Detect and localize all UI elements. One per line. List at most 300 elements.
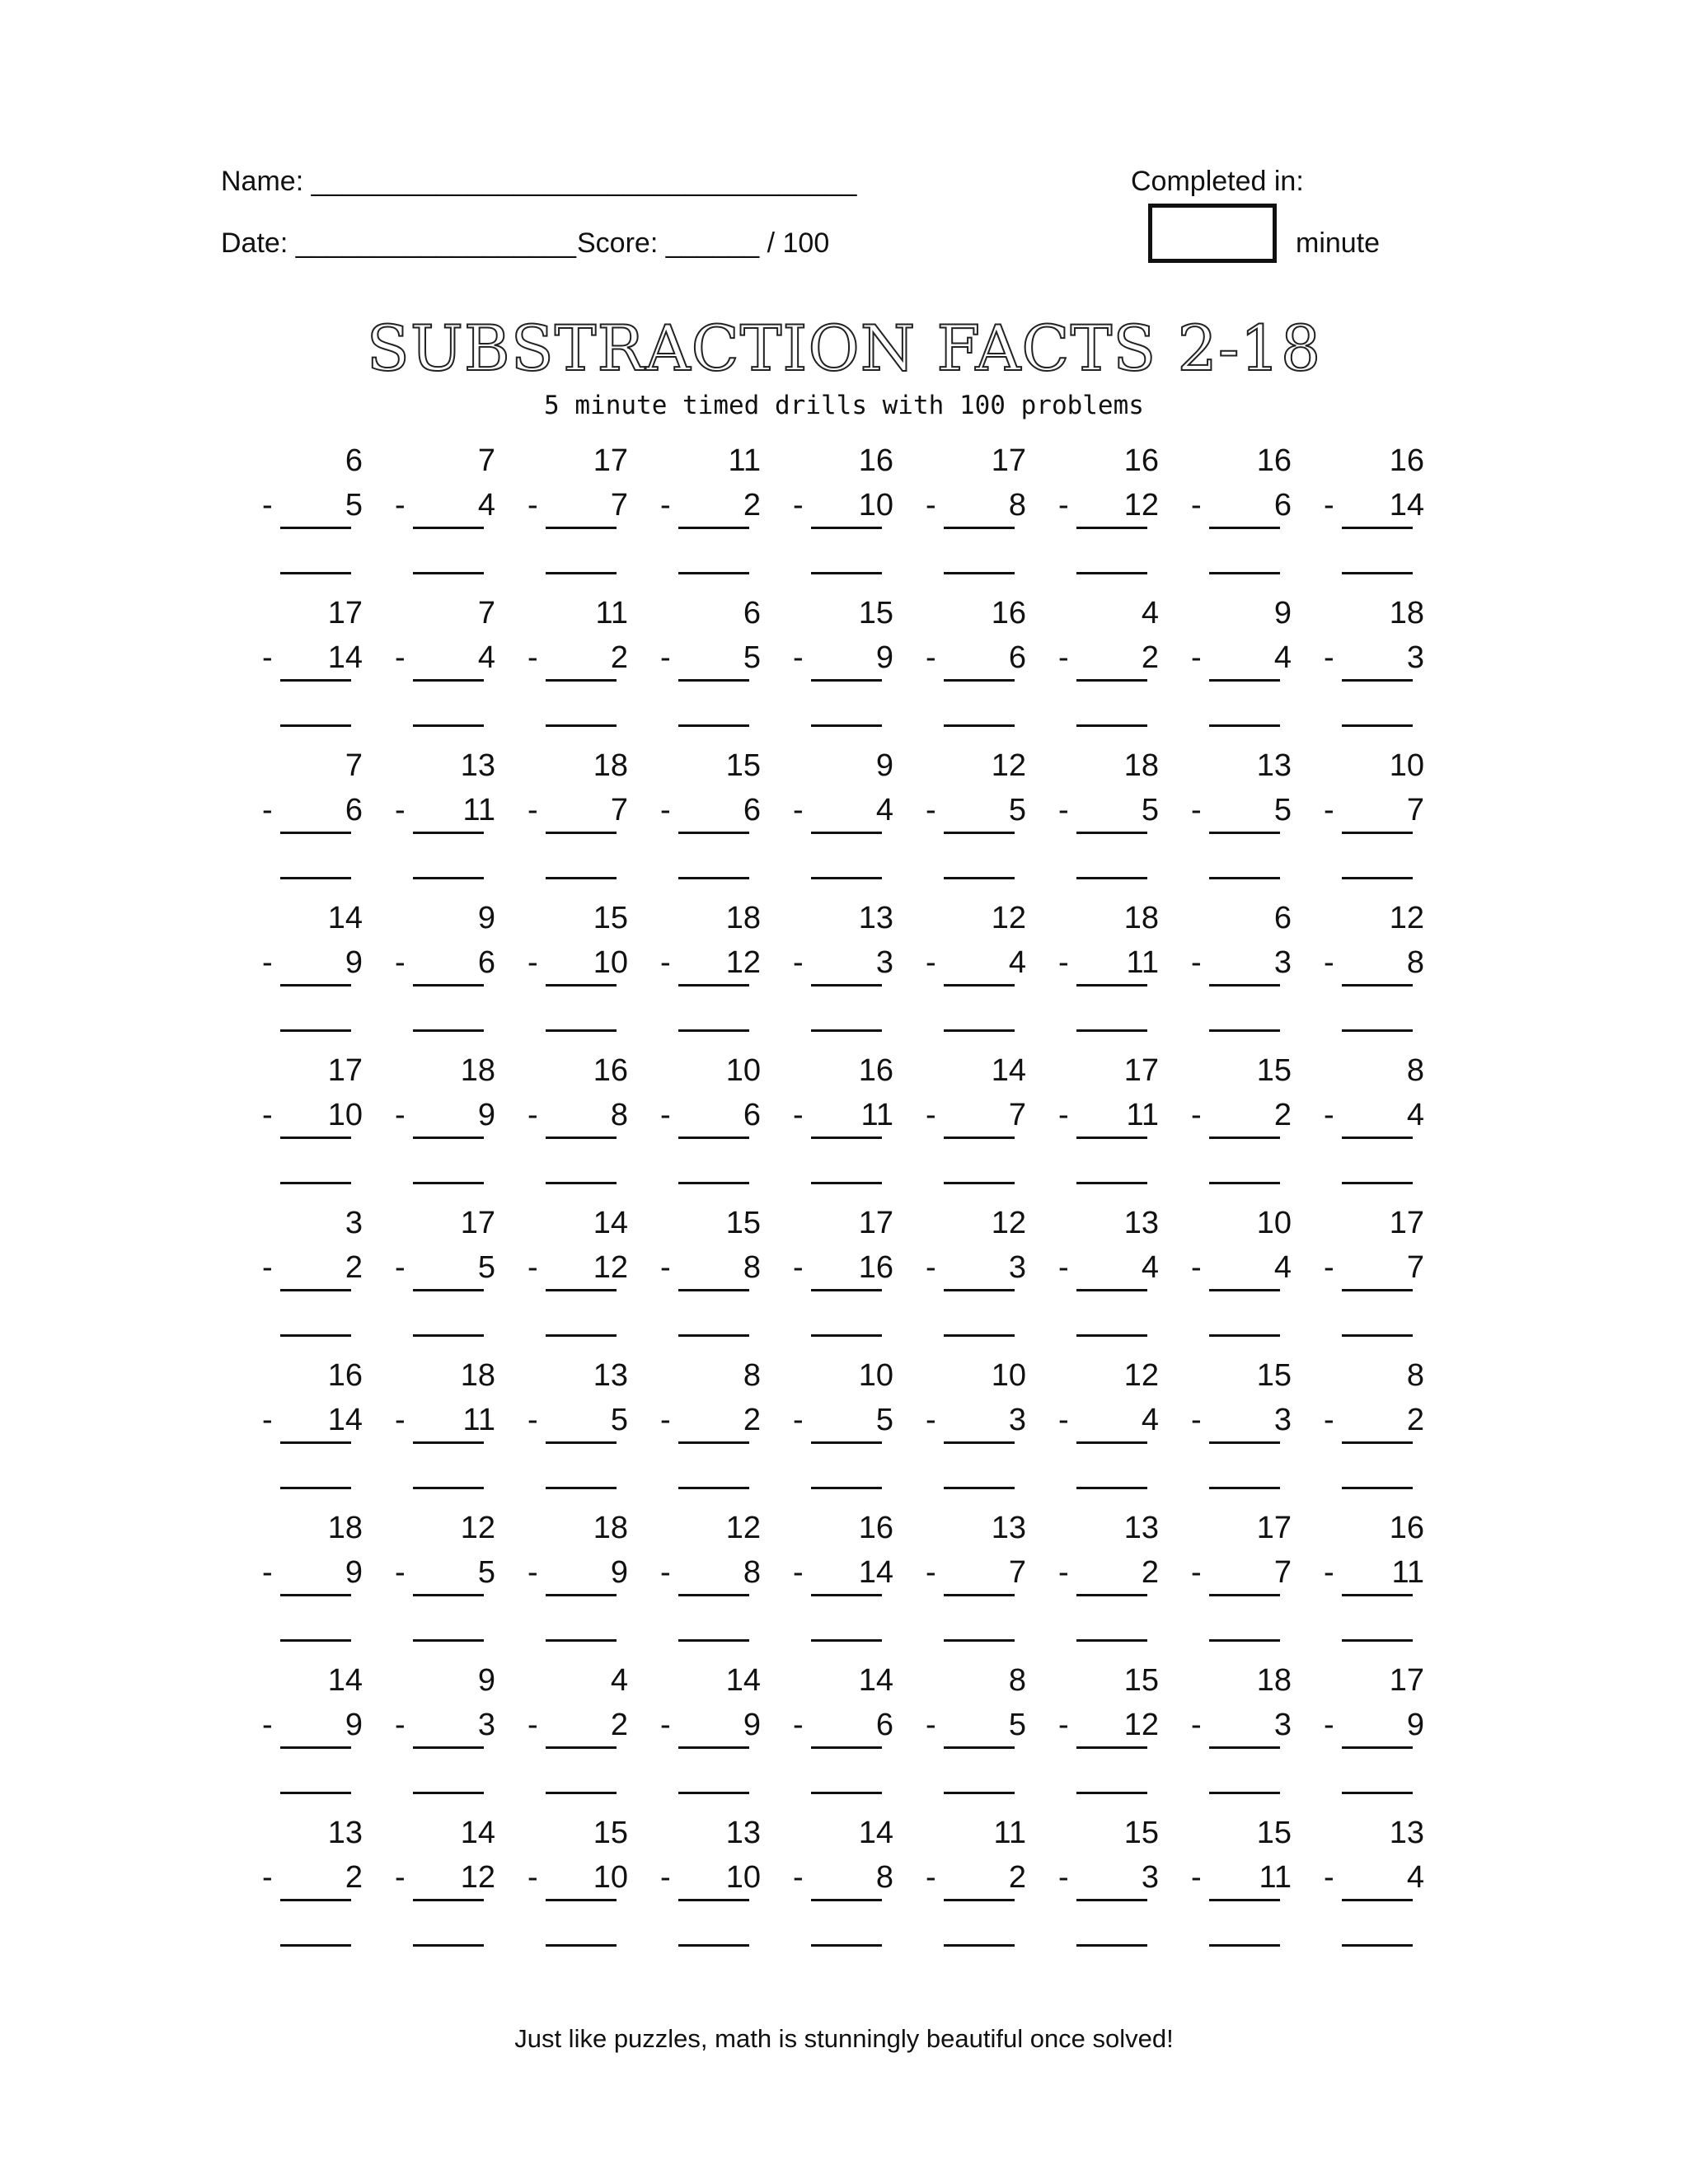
answer-blank[interactable]	[1342, 1182, 1413, 1184]
minuend: 14	[593, 1206, 628, 1240]
subtraction-problem	[1058, 1661, 1165, 1793]
answer-blank[interactable]	[1076, 724, 1147, 727]
subtraction-problem	[1058, 1509, 1165, 1641]
date-field[interactable]: Date: __________________	[221, 227, 577, 259]
problem-rule	[546, 679, 617, 682]
answer-blank[interactable]	[1342, 1029, 1413, 1032]
answer-blank[interactable]	[413, 1334, 484, 1337]
answer-blank[interactable]	[280, 877, 351, 879]
answer-blank[interactable]	[944, 1487, 1015, 1489]
answer-blank[interactable]	[1076, 1792, 1147, 1794]
answer-blank[interactable]	[546, 1792, 617, 1794]
problem-rule	[546, 1289, 617, 1291]
problem-rule	[546, 527, 617, 529]
answer-blank[interactable]	[1342, 572, 1413, 574]
minus-sign: -	[1058, 1403, 1069, 1437]
problem-rule	[1076, 527, 1147, 529]
subtrahend: 10	[858, 488, 893, 523]
completion-time-box[interactable]	[1148, 204, 1277, 263]
minuend: 15	[593, 1816, 628, 1850]
minus-sign: -	[1058, 640, 1069, 675]
problem-rule	[546, 1746, 617, 1749]
minus-sign: -	[1324, 1250, 1334, 1285]
answer-blank[interactable]	[546, 1639, 617, 1642]
score-field[interactable]: Score: ______ / 100	[577, 227, 830, 259]
subtraction-problem	[793, 1357, 900, 1488]
minus-sign: -	[262, 1098, 273, 1132]
minus-sign: -	[1191, 793, 1202, 827]
subtraction-problem	[262, 594, 369, 726]
answer-blank[interactable]	[413, 1029, 484, 1032]
problem-rule	[413, 1746, 484, 1749]
minuend: 17	[593, 443, 628, 478]
problem-rule	[1209, 679, 1280, 682]
subtrahend: 2	[1141, 1555, 1159, 1590]
answer-blank[interactable]	[1209, 1487, 1280, 1489]
subtraction-problem	[395, 1509, 502, 1641]
minuend: 6	[345, 443, 363, 478]
subtraction-problem	[262, 1052, 369, 1183]
minus-sign: -	[1058, 488, 1069, 523]
minus-sign: -	[262, 1860, 273, 1895]
subtraction-problem	[1058, 1204, 1165, 1336]
answer-blank[interactable]	[1342, 877, 1413, 879]
minus-sign: -	[660, 1403, 671, 1437]
minus-sign: -	[793, 1403, 804, 1437]
answer-blank[interactable]	[1342, 1639, 1413, 1642]
minus-sign: -	[1324, 793, 1334, 827]
subtrahend: 12	[1123, 1708, 1159, 1742]
problem-rule	[678, 1899, 749, 1901]
subtraction-problem	[660, 1204, 767, 1336]
answer-blank[interactable]	[1076, 1334, 1147, 1337]
subtraction-problem	[793, 1052, 900, 1183]
subtrahend: 2	[345, 1860, 363, 1895]
subtrahend: 9	[345, 1708, 363, 1742]
minuend: 17	[1389, 1663, 1424, 1698]
subtraction-problem	[1324, 1661, 1431, 1793]
subtrahend: 7	[1406, 1250, 1424, 1285]
answer-blank[interactable]	[546, 1944, 617, 1947]
answer-blank[interactable]	[280, 1029, 351, 1032]
answer-blank[interactable]	[1342, 1487, 1413, 1489]
problem-rule	[811, 1746, 882, 1749]
subtraction-problem	[1058, 899, 1165, 1031]
problem-rule	[1209, 984, 1280, 987]
minus-sign: -	[1191, 945, 1202, 980]
answer-blank[interactable]	[280, 1182, 351, 1184]
subtrahend: 10	[327, 1098, 363, 1132]
subtrahend: 2	[1141, 640, 1159, 675]
answer-blank[interactable]	[678, 1792, 749, 1794]
answer-blank[interactable]	[811, 877, 882, 879]
problem-rule	[678, 1289, 749, 1291]
minuend: 18	[593, 1511, 628, 1545]
answer-blank[interactable]	[1209, 1639, 1280, 1642]
subtrahend: 7	[1406, 793, 1424, 827]
answer-blank[interactable]	[678, 572, 749, 574]
minuend: 17	[1256, 1511, 1292, 1545]
minus-sign: -	[793, 1555, 804, 1590]
subtrahend: 9	[477, 1098, 495, 1132]
answer-blank[interactable]	[811, 572, 882, 574]
subtraction-problem	[1191, 1814, 1298, 1946]
minuend: 12	[460, 1511, 495, 1545]
subtraction-problem	[528, 899, 635, 1031]
subtraction-problem	[262, 1814, 369, 1946]
answer-blank[interactable]	[546, 1487, 617, 1489]
answer-blank[interactable]	[413, 1487, 484, 1489]
minuend: 18	[725, 901, 761, 935]
answer-blank[interactable]	[678, 1029, 749, 1032]
subtrahend: 11	[462, 793, 495, 827]
answer-blank[interactable]	[1342, 1334, 1413, 1337]
minuend: 17	[858, 1206, 893, 1240]
worksheet-subtitle: 5 minute timed drills with 100 problems	[544, 391, 1144, 420]
subtrahend: 11	[1126, 945, 1159, 980]
minus-sign: -	[528, 488, 538, 523]
problem-rule	[1209, 1899, 1280, 1901]
minus-sign: -	[528, 640, 538, 675]
name-field[interactable]: Name: ___________________________________	[221, 166, 857, 197]
minus-sign: -	[926, 793, 936, 827]
minuend: 18	[1123, 748, 1159, 783]
answer-blank[interactable]	[280, 1334, 351, 1337]
minuend: 17	[1389, 1206, 1424, 1240]
minuend: 15	[1256, 1358, 1292, 1393]
subtraction-problem	[926, 1357, 1033, 1488]
subtraction-problem	[660, 442, 767, 574]
minus-sign: -	[1191, 1250, 1202, 1285]
subtraction-problem	[1191, 1509, 1298, 1641]
answer-blank[interactable]	[1209, 724, 1280, 727]
subtraction-problem	[395, 1661, 502, 1793]
minus-sign: -	[926, 1098, 936, 1132]
subtrahend: 12	[593, 1250, 628, 1285]
subtrahend: 8	[1406, 945, 1424, 980]
minus-sign: -	[1191, 1098, 1202, 1132]
problem-rule	[1076, 1289, 1147, 1291]
minuend: 15	[1256, 1816, 1292, 1850]
minuend: 14	[725, 1663, 761, 1698]
subtrahend: 4	[1406, 1098, 1424, 1132]
answer-blank[interactable]	[1209, 1334, 1280, 1337]
problem-rule	[413, 1289, 484, 1291]
subtraction-problem	[262, 747, 369, 879]
problem-rule	[811, 1137, 882, 1139]
minuend: 10	[1256, 1206, 1292, 1240]
minus-sign: -	[926, 945, 936, 980]
minuend: 13	[1256, 748, 1292, 783]
problem-rule	[811, 679, 882, 682]
problem-rule	[413, 832, 484, 834]
minus-sign: -	[262, 640, 273, 675]
minuend: 15	[593, 901, 628, 935]
answer-blank[interactable]	[944, 724, 1015, 727]
subtrahend: 7	[610, 793, 628, 827]
answer-blank[interactable]	[546, 572, 617, 574]
subtrahend: 4	[477, 488, 495, 523]
minus-sign: -	[793, 640, 804, 675]
answer-blank[interactable]	[1209, 877, 1280, 879]
answer-blank[interactable]	[1209, 1944, 1280, 1947]
minuend: 13	[858, 901, 893, 935]
problem-rule	[546, 1137, 617, 1139]
subtrahend: 4	[1273, 1250, 1292, 1285]
subtrahend: 7	[1273, 1555, 1292, 1590]
subtrahend: 3	[477, 1708, 495, 1742]
answer-blank[interactable]	[413, 572, 484, 574]
subtraction-problem	[793, 1204, 900, 1336]
answer-blank[interactable]	[678, 877, 749, 879]
minuend: 11	[595, 596, 628, 630]
minuend: 17	[327, 1053, 363, 1088]
answer-blank[interactable]	[1076, 1639, 1147, 1642]
subtrahend: 5	[1008, 1708, 1026, 1742]
completed-label: Completed in:	[1131, 166, 1304, 197]
problem-rule	[1342, 1289, 1413, 1291]
minus-sign: -	[528, 793, 538, 827]
answer-blank[interactable]	[944, 1182, 1015, 1184]
answer-blank[interactable]	[1076, 1029, 1147, 1032]
problem-rule	[280, 984, 351, 987]
minuend: 17	[460, 1206, 495, 1240]
minuend: 14	[991, 1053, 1026, 1088]
answer-blank[interactable]	[1342, 1944, 1413, 1947]
subtraction-problem	[660, 1814, 767, 1946]
answer-blank[interactable]	[280, 724, 351, 727]
subtrahend: 2	[1406, 1403, 1424, 1437]
subtraction-problem	[528, 442, 635, 574]
problem-rule	[546, 984, 617, 987]
minuend: 13	[725, 1816, 761, 1850]
answer-blank[interactable]	[546, 1182, 617, 1184]
subtraction-problem	[793, 1661, 900, 1793]
subtrahend: 6	[345, 793, 363, 827]
problem-rule	[678, 984, 749, 987]
minus-sign: -	[660, 1098, 671, 1132]
subtraction-problem	[1058, 1052, 1165, 1183]
problem-rule	[1076, 1441, 1147, 1444]
subtraction-problem	[395, 747, 502, 879]
problem-rule	[1076, 1594, 1147, 1596]
subtraction-problem	[1191, 1357, 1298, 1488]
answer-blank[interactable]	[811, 1487, 882, 1489]
subtrahend: 5	[345, 488, 363, 523]
minus-sign: -	[1058, 1250, 1069, 1285]
problem-rule	[413, 984, 484, 987]
answer-blank[interactable]	[413, 1182, 484, 1184]
answer-blank[interactable]	[1209, 1182, 1280, 1184]
minus-sign: -	[926, 1403, 936, 1437]
problem-rule	[944, 984, 1015, 987]
subtraction-problem	[793, 442, 900, 574]
answer-blank[interactable]	[811, 1334, 882, 1337]
problem-rule	[280, 1441, 351, 1444]
worksheet-title: SUBSTRACTION FACTS 2-18	[366, 312, 1322, 385]
subtrahend: 3	[1273, 1403, 1292, 1437]
problem-rule	[944, 679, 1015, 682]
problem-rule	[1209, 1594, 1280, 1596]
subtrahend: 2	[1008, 1860, 1026, 1895]
minus-sign: -	[660, 640, 671, 675]
problem-rule	[944, 832, 1015, 834]
answer-blank[interactable]	[944, 572, 1015, 574]
answer-blank[interactable]	[546, 1029, 617, 1032]
minute-label: minute	[1296, 227, 1381, 259]
minus-sign: -	[1058, 945, 1069, 980]
minus-sign: -	[660, 1860, 671, 1895]
subtrahend: 9	[1406, 1708, 1424, 1742]
answer-blank[interactable]	[678, 1944, 749, 1947]
minus-sign: -	[793, 1860, 804, 1895]
answer-blank[interactable]	[280, 572, 351, 574]
answer-blank[interactable]	[944, 1029, 1015, 1032]
subtraction-problem	[1058, 1814, 1165, 1946]
problem-rule	[811, 1594, 882, 1596]
answer-blank[interactable]	[811, 1182, 882, 1184]
answer-blank[interactable]	[678, 724, 749, 727]
subtrahend: 14	[327, 1403, 363, 1437]
subtraction-problem	[660, 1052, 767, 1183]
answer-blank[interactable]	[811, 1639, 882, 1642]
minus-sign: -	[395, 1250, 406, 1285]
subtraction-problem	[262, 1661, 369, 1793]
problem-rule	[413, 1594, 484, 1596]
answer-blank[interactable]	[678, 1334, 749, 1337]
subtrahend: 8	[875, 1860, 893, 1895]
subtrahend: 14	[327, 640, 363, 675]
subtraction-problem	[528, 1052, 635, 1183]
answer-blank[interactable]	[1209, 1029, 1280, 1032]
answer-blank[interactable]	[1076, 572, 1147, 574]
minuend: 14	[327, 901, 363, 935]
problem-rule	[280, 1289, 351, 1291]
minuend: 16	[858, 1053, 893, 1088]
answer-blank[interactable]	[1076, 877, 1147, 879]
subtraction-problem	[1191, 1204, 1298, 1336]
answer-blank[interactable]	[1342, 724, 1413, 727]
subtraction-problem	[262, 442, 369, 574]
subtraction-problem	[262, 1509, 369, 1641]
problem-rule	[1209, 832, 1280, 834]
answer-blank[interactable]	[678, 1487, 749, 1489]
minus-sign: -	[926, 1708, 936, 1742]
subtrahend: 6	[1273, 488, 1292, 523]
answer-blank[interactable]	[678, 1639, 749, 1642]
answer-blank[interactable]	[1209, 572, 1280, 574]
answer-blank[interactable]	[944, 1334, 1015, 1337]
minuend: 7	[477, 443, 495, 478]
minus-sign: -	[1324, 1403, 1334, 1437]
answer-blank[interactable]	[413, 724, 484, 727]
minuend: 10	[725, 1053, 761, 1088]
answer-blank[interactable]	[944, 877, 1015, 879]
answer-blank[interactable]	[413, 877, 484, 879]
answer-blank[interactable]	[1076, 1182, 1147, 1184]
subtrahend: 11	[860, 1098, 893, 1132]
answer-blank[interactable]	[811, 1029, 882, 1032]
answer-blank[interactable]	[811, 1792, 882, 1794]
subtraction-problem	[395, 1357, 502, 1488]
minuend: 16	[858, 1511, 893, 1545]
minus-sign: -	[793, 793, 804, 827]
answer-blank[interactable]	[944, 1639, 1015, 1642]
answer-blank[interactable]	[944, 1944, 1015, 1947]
answer-blank[interactable]	[811, 724, 882, 727]
subtraction-problem	[395, 1204, 502, 1336]
minuend: 12	[991, 748, 1026, 783]
minus-sign: -	[262, 1250, 273, 1285]
answer-blank[interactable]	[413, 1944, 484, 1947]
minuend: 12	[991, 1206, 1026, 1240]
answer-blank[interactable]	[944, 1792, 1015, 1794]
answer-blank[interactable]	[413, 1792, 484, 1794]
subtrahend: 5	[743, 640, 761, 675]
subtrahend: 5	[477, 1555, 495, 1590]
minuend: 12	[725, 1511, 761, 1545]
minuend: 8	[1406, 1053, 1424, 1088]
minus-sign: -	[660, 488, 671, 523]
problem-rule	[678, 527, 749, 529]
problem-rule	[546, 1441, 617, 1444]
answer-blank[interactable]	[1076, 1487, 1147, 1489]
problem-rule	[944, 1746, 1015, 1749]
subtraction-problem	[1324, 442, 1431, 574]
answer-blank[interactable]	[1209, 1792, 1280, 1794]
minuend: 11	[993, 1816, 1026, 1850]
minus-sign: -	[926, 640, 936, 675]
answer-blank[interactable]	[280, 1487, 351, 1489]
subtrahend: 2	[743, 1403, 761, 1437]
problem-rule	[280, 1746, 351, 1749]
answer-blank[interactable]	[678, 1182, 749, 1184]
problem-rule	[1076, 679, 1147, 682]
subtraction-problem	[395, 1814, 502, 1946]
answer-blank[interactable]	[546, 877, 617, 879]
answer-blank[interactable]	[546, 1334, 617, 1337]
subtraction-problem	[1058, 442, 1165, 574]
minus-sign: -	[926, 488, 936, 523]
answer-blank[interactable]	[1076, 1944, 1147, 1947]
problem-rule	[413, 679, 484, 682]
subtraction-problem	[528, 747, 635, 879]
answer-blank[interactable]	[280, 1944, 351, 1947]
minuend: 10	[858, 1358, 893, 1393]
minuend: 13	[991, 1511, 1026, 1545]
minuend: 15	[725, 748, 761, 783]
subtraction-problem	[926, 899, 1033, 1031]
answer-blank[interactable]	[546, 724, 617, 727]
problem-rule	[1076, 1746, 1147, 1749]
minus-sign: -	[395, 640, 406, 675]
answer-blank[interactable]	[1342, 1792, 1413, 1794]
problem-rule	[413, 1137, 484, 1139]
answer-blank[interactable]	[280, 1792, 351, 1794]
answer-blank[interactable]	[280, 1639, 351, 1642]
problem-rule	[944, 527, 1015, 529]
answer-blank[interactable]	[413, 1639, 484, 1642]
minus-sign: -	[395, 1403, 406, 1437]
answer-blank[interactable]	[811, 1944, 882, 1947]
minus-sign: -	[660, 1555, 671, 1590]
subtraction-problem	[793, 747, 900, 879]
subtraction-problem	[395, 899, 502, 1031]
subtraction-problem	[1324, 594, 1431, 726]
subtraction-problem	[926, 442, 1033, 574]
subtraction-problem	[660, 747, 767, 879]
subtrahend: 9	[875, 640, 893, 675]
